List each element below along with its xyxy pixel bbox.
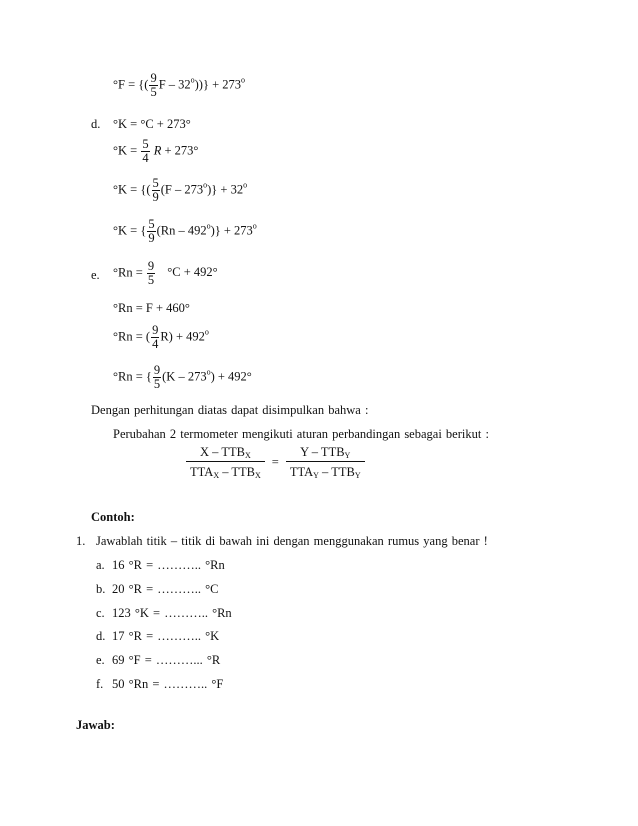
- section-d-label: d.: [91, 117, 101, 131]
- item-text: 50 °Rn = ……….. °F: [112, 677, 224, 691]
- sub-x: X: [244, 451, 251, 460]
- contoh-heading: Contoh:: [91, 510, 135, 524]
- right-fraction: [286, 444, 365, 480]
- eq-rest: R + 273°: [153, 143, 199, 158]
- frac-num: 9: [153, 363, 161, 377]
- frac-num: 5: [152, 176, 159, 190]
- ttb-text: – TTB: [322, 465, 355, 479]
- ttb-text: – TTB: [222, 465, 255, 479]
- left-numerator: [186, 444, 265, 462]
- variable-r: R: [153, 143, 162, 158]
- list-item: [96, 629, 219, 644]
- item-label: c.: [96, 606, 105, 620]
- eq-lhs: °Rn = (: [113, 329, 151, 344]
- ratio-formula: [186, 444, 365, 480]
- section-e-eq2: °Rn = F + 460°: [113, 301, 190, 315]
- section-e-eq4: [113, 364, 252, 391]
- frac-num: 9: [152, 323, 159, 337]
- eq-mid: (K – 273: [162, 369, 207, 384]
- degree-sup: o: [206, 221, 211, 231]
- formula-f-open: {(: [138, 77, 149, 92]
- eq-mid: (F – 273: [160, 182, 204, 197]
- section-d-eq1: °K = °C + 273°: [113, 117, 191, 131]
- sub-y: Y: [354, 471, 361, 480]
- frac-den: 4: [142, 151, 149, 165]
- item-text: 20 °R = ……….. °C: [112, 582, 219, 596]
- item-label: e.: [96, 653, 105, 667]
- item-label: f.: [96, 677, 104, 691]
- degree-sup: o: [252, 221, 257, 231]
- list-item: [96, 606, 232, 621]
- degree-sup: o: [204, 327, 209, 337]
- item-label: a.: [96, 558, 105, 572]
- equals-sign: =: [271, 454, 279, 469]
- section-e-eq1: [113, 260, 218, 287]
- section-d-eq3: [113, 177, 247, 204]
- tta-text: TTA: [289, 465, 314, 479]
- section-e-eq3: [113, 324, 209, 351]
- eq-rest: °C + 492°: [167, 265, 218, 280]
- eq-close: )} + 273: [210, 223, 253, 238]
- sub-y: Y: [344, 451, 351, 460]
- degree-sup: o: [206, 367, 211, 377]
- fraction-9-5: [147, 260, 155, 287]
- frac-den: 5: [150, 85, 157, 99]
- degree-sup: o: [241, 75, 246, 85]
- jawab-heading: Jawab:: [76, 718, 115, 732]
- list-item: [96, 582, 218, 597]
- formula-f-lhs: °F =: [113, 77, 136, 92]
- frac-den: 9: [152, 190, 159, 204]
- eq-lhs: °K =: [113, 143, 138, 158]
- formula-f: [113, 72, 245, 99]
- eq-lhs: °Rn = {: [113, 369, 152, 384]
- sub-x: X: [254, 471, 261, 480]
- right-num-text: Y – TTB: [300, 445, 345, 459]
- frac-den: 5: [147, 273, 155, 287]
- frac-den: 4: [152, 337, 159, 351]
- item-text: 16 °R = ……….. °Rn: [112, 558, 225, 572]
- question-text: Jawablah titik – titik di bawah ini dengan menggunakan rumus yang benar !: [96, 534, 488, 548]
- eq-close: ) + 492°: [210, 369, 252, 384]
- degree-sup: o: [190, 75, 195, 85]
- item-label: b.: [96, 582, 106, 596]
- frac-num: 5: [142, 137, 149, 151]
- eq-mid: R) + 492: [160, 329, 205, 344]
- eq-close: )} + 32: [207, 182, 244, 197]
- frac-den: 5: [153, 377, 161, 391]
- right-numerator: [286, 444, 365, 462]
- sub-x: X: [213, 471, 220, 480]
- fraction-5-9: [147, 218, 155, 245]
- item-text: 69 °F = ………... °R: [112, 653, 221, 667]
- formula-f-mid: F – 32: [158, 77, 191, 92]
- fraction-5-9: [152, 177, 160, 204]
- section-d-eq4: [113, 218, 257, 245]
- fraction-9-5: [149, 72, 157, 99]
- section-d-eq2: [113, 138, 198, 165]
- item-label: d.: [96, 629, 106, 643]
- section-e-label: e.: [91, 268, 100, 282]
- rule-text: Perubahan 2 termometer mengikuti aturan perbandingan sebagai berikut :: [113, 427, 489, 441]
- item-text: 17 °R = ……….. °K: [112, 629, 220, 643]
- fraction-5-4: [141, 138, 149, 165]
- frac-den: 9: [148, 231, 155, 245]
- tta-text: TTA: [190, 465, 214, 479]
- frac-num: 9: [150, 71, 157, 85]
- left-num-text: X – TTB: [200, 445, 245, 459]
- eq-lhs: °Rn =: [113, 265, 143, 280]
- left-denominator: [186, 462, 265, 480]
- eq-lhs: °K = {: [113, 223, 147, 238]
- question-number: 1.: [76, 534, 86, 548]
- left-fraction: [186, 444, 265, 480]
- conclusion-text: Dengan perhitungan diatas dapat disimpulkan bahwa :: [91, 403, 369, 417]
- frac-num: 9: [147, 259, 155, 273]
- formula-f-close: ))} + 273: [194, 77, 242, 92]
- frac-num: 5: [148, 217, 155, 231]
- fraction-9-5: [153, 364, 161, 391]
- list-item: [96, 653, 220, 668]
- degree-sup: o: [203, 180, 208, 190]
- right-denominator: [286, 462, 365, 480]
- list-item: [96, 558, 225, 573]
- list-item: [96, 677, 223, 692]
- sub-y: Y: [313, 471, 319, 480]
- item-text: 123 °K = ……….. °Rn: [112, 606, 232, 620]
- fraction-9-4: [151, 324, 159, 351]
- eq-mid: (Rn – 492: [156, 223, 207, 238]
- eq-lhs: °K = {(: [113, 182, 151, 197]
- degree-sup: o: [243, 180, 248, 190]
